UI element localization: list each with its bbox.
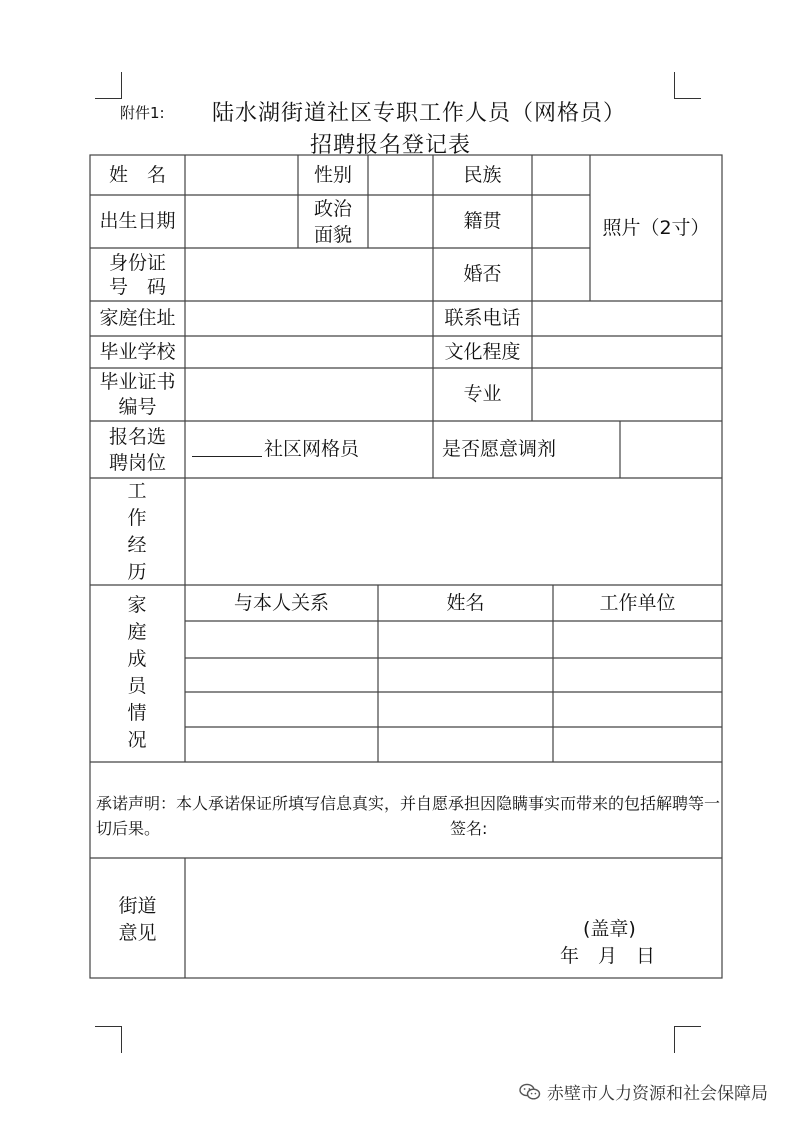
family-col-name: 姓名 xyxy=(446,592,485,614)
seal-label: (盖章) xyxy=(583,918,636,940)
certificate-label-line2: 编号 xyxy=(118,396,157,418)
certificate-field[interactable] xyxy=(185,372,433,418)
table-row[interactable] xyxy=(186,623,377,657)
adjust-label: 是否愿意调剂 xyxy=(442,438,557,460)
date-label: 年 月 日 xyxy=(560,945,656,967)
position-label-line2: 聘岗位 xyxy=(108,452,166,474)
school-field[interactable] xyxy=(185,338,433,366)
position-blank[interactable] xyxy=(192,456,262,457)
photo-label: 照片（2寸） xyxy=(602,217,710,239)
gender-label: 性别 xyxy=(313,164,352,186)
name-label: 姓 名 xyxy=(108,164,166,186)
street-opinion-label-line1: 街道 xyxy=(118,895,157,917)
family-col-employer: 工作单位 xyxy=(599,592,676,614)
id-number-label-line1: 身份证 xyxy=(108,252,166,274)
signature-field[interactable] xyxy=(500,814,700,840)
education-field[interactable] xyxy=(532,338,722,366)
birth-date-label: 出生日期 xyxy=(99,210,176,232)
political-label-line2: 面貌 xyxy=(313,224,352,246)
table-row[interactable] xyxy=(186,729,377,761)
attachment-label: 附件1: xyxy=(120,104,165,122)
certificate-label-line1: 毕业证书 xyxy=(99,371,176,393)
marital-field[interactable] xyxy=(532,252,590,297)
work-history-label: 工作经历 xyxy=(127,480,147,583)
ethnicity-label: 民族 xyxy=(463,164,502,186)
birth-date-field[interactable] xyxy=(185,200,298,244)
gender-field[interactable] xyxy=(368,160,433,192)
watermark-text: 赤壁市人力资源和社会保障局 xyxy=(547,1084,768,1104)
id-number-field[interactable] xyxy=(185,252,433,297)
political-field[interactable] xyxy=(368,200,433,244)
phone-label: 联系电话 xyxy=(444,307,521,329)
ethnicity-field[interactable] xyxy=(532,160,590,192)
marital-label: 婚否 xyxy=(463,263,502,285)
id-number-label-line2: 号 码 xyxy=(108,276,166,298)
native-place-field[interactable] xyxy=(532,200,590,244)
adjust-field[interactable] xyxy=(620,424,722,474)
school-label: 毕业学校 xyxy=(99,341,176,363)
work-history-field[interactable] xyxy=(185,480,722,582)
declaration-body: 承诺声明：本人承诺保证所填写信息真实，并自愿承担因隐瞒事实而带来的包括解聘等一切后果。 xyxy=(96,794,721,838)
political-label-line1: 政治 xyxy=(313,198,352,220)
family-col-relation: 与本人关系 xyxy=(233,592,329,614)
position-label-line1: 报名选 xyxy=(108,426,166,448)
address-label: 家庭住址 xyxy=(99,307,176,329)
street-opinion-label-line2: 意见 xyxy=(118,922,157,944)
major-field[interactable] xyxy=(532,372,722,418)
address-field[interactable] xyxy=(185,304,433,334)
major-label: 专业 xyxy=(463,383,502,405)
table-row[interactable] xyxy=(186,694,377,726)
signature-label: 签名: xyxy=(450,819,488,838)
table-row[interactable] xyxy=(186,660,377,691)
position-field[interactable] xyxy=(192,436,359,462)
name-field[interactable] xyxy=(185,160,298,192)
native-place-label: 籍贯 xyxy=(463,210,502,232)
education-label: 文化程度 xyxy=(444,341,521,363)
position-value: 社区网格员 xyxy=(264,438,360,460)
form-title-line1: 陆水湖街道社区专职工作人员（网格员） xyxy=(212,101,627,126)
family-label: 家庭成员情况 xyxy=(127,594,147,751)
form-title-line2: 招聘报名登记表 xyxy=(310,133,472,158)
phone-field[interactable] xyxy=(532,304,722,334)
wechat-icon xyxy=(519,1083,541,1101)
publisher-watermark xyxy=(519,1079,768,1104)
